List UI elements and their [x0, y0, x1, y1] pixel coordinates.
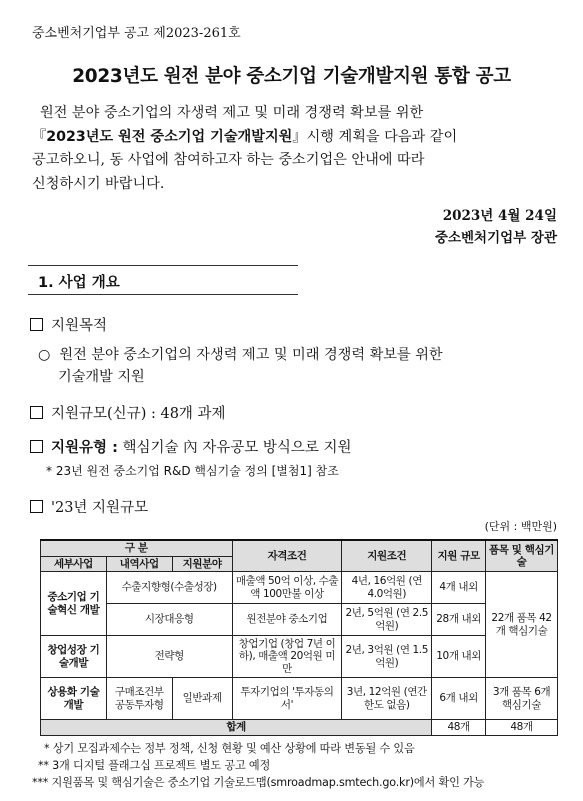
header-program: 세부사업	[41, 556, 107, 572]
table-row	[41, 636, 558, 678]
scale-cell: 6개 내외	[432, 678, 486, 720]
checkbox-square-icon	[30, 500, 43, 513]
checkbox-square-icon	[30, 440, 43, 453]
scale23-heading: '23년 지원규모	[30, 496, 148, 517]
eligibility-cell: 투자기업의 '투자동의서'	[232, 678, 342, 720]
tech-cell: 22개 품목 42개 핵심기술	[486, 572, 558, 678]
document-title: 2023년도 원전 분야 중소기업 기술개발지원 통합 공고	[72, 66, 511, 87]
field-cell: 일반과제	[172, 678, 232, 720]
footnote-3: *** 지원품목 및 핵심기술은 중소기업 기술로드맵(smroadmap.smtech.go.kr)에서 확인 가능	[32, 776, 485, 789]
circle-bullet-icon: ○	[38, 347, 51, 363]
table-row	[41, 678, 558, 720]
purpose-bullet: ○ 원전 분야 중소기업의 자생력 제고 및 미래 경쟁력 확보를 위한 기술개발 지원	[38, 347, 443, 385]
header-sub-program: 내역사업	[106, 556, 172, 572]
scale-line: 지원규모(신규) : 48개 과제	[30, 402, 226, 423]
eligibility-cell: 매출액 50억 이상, 수출액 100만불 이상	[232, 572, 342, 604]
type-line: 지원유형 : 핵심기술 內 자유공모 방식으로 지원	[30, 436, 352, 457]
sub-program-cell: 시장대응형	[106, 604, 232, 636]
intro-line-1: 원전 분야 중소기업의 자생력 제고 및 미래 경쟁력 확보를 위한	[40, 105, 424, 121]
scale-cell: 10개 내외	[432, 636, 486, 678]
program-cell: 중소기업 기술혁신 개발	[41, 572, 107, 636]
header-tech: 품목 및 핵심기술	[486, 540, 558, 572]
intro-line-4: 신청하시기 바랍니다.	[32, 175, 165, 192]
footnote-2: ** 3개 디지털 플래그십 프로젝트 별도 공고 예정	[38, 759, 271, 772]
issuer: 중소벤처기업부 장관	[434, 230, 557, 246]
intro-line-3: 공고하오니, 동 사업에 참여하고자 하는 중소기업은 안내에 따라	[32, 152, 425, 168]
eligibility-cell: 원전분야 중소기업	[232, 604, 342, 636]
support-cell: 2년, 5억원 (연 2.5억원)	[342, 604, 432, 636]
header-support: 지원조건	[342, 540, 432, 572]
support-scale-table	[40, 539, 558, 736]
total-row	[41, 720, 558, 736]
purpose-heading: 지원목적	[30, 314, 107, 335]
header-field: 지원분야	[172, 556, 232, 572]
support-cell: 4년, 16억원 (연 4.0억원)	[342, 572, 432, 604]
scale-cell: 28개 내외	[432, 604, 486, 636]
type-note: * 23년 원전 중소기업 R&D 핵심기술 정의 [별첨1] 참조	[46, 464, 339, 478]
program-cell: 창업성장 기술개발	[41, 636, 107, 678]
intro-paragraph	[32, 102, 557, 196]
intro-line-2: 『2023년도 원전 중소기업 기술개발지원』시행 계획을 다음과 같이	[32, 128, 458, 145]
checkbox-square-icon	[30, 406, 43, 419]
notice-number: 중소벤처기업부 공고 제2023-261호	[32, 26, 241, 41]
tech-cell: 3개 품목 6개 핵심기술	[486, 678, 558, 720]
total-label: 합계	[41, 720, 432, 736]
sub-program-cell: 수출지향형(수출성장)	[106, 572, 232, 604]
table-row	[41, 572, 558, 604]
program-name: 2023년도 원전 중소기업 기술개발지원	[46, 128, 293, 145]
checkbox-square-icon	[30, 318, 43, 331]
sub-program-cell: 구매조건부 공동투자형	[106, 678, 172, 720]
unit-label: (단위 : 백만원)	[484, 520, 557, 533]
program-cell: 상용화 기술개발	[41, 678, 107, 720]
support-cell: 2년, 3억원 (연 1.5억원)	[342, 636, 432, 678]
total-tech: 48개	[486, 720, 558, 736]
eligibility-cell: 창업기업 (창업 7년 이하), 매출액 20억원 미만	[232, 636, 342, 678]
sub-program-cell: 전략형	[106, 636, 232, 678]
total-scale: 48개	[432, 720, 486, 736]
section-heading: 1. 사업 개요	[28, 265, 298, 295]
support-cell: 3년, 12억원 (연간 한도 없음)	[342, 678, 432, 720]
footnote-1: * 상기 모집과제수는 정부 정책, 신청 현황 및 예산 상황에 따라 변동될 수 있음	[44, 742, 415, 755]
table-row	[41, 604, 558, 636]
header-scale: 지원 규모	[432, 540, 486, 572]
header-eligibility: 자격조건	[232, 540, 342, 572]
scale-cell: 4개 내외	[432, 572, 486, 604]
notice-date: 2023년 4월 24일	[442, 208, 557, 224]
header-group: 구 분	[41, 540, 233, 556]
